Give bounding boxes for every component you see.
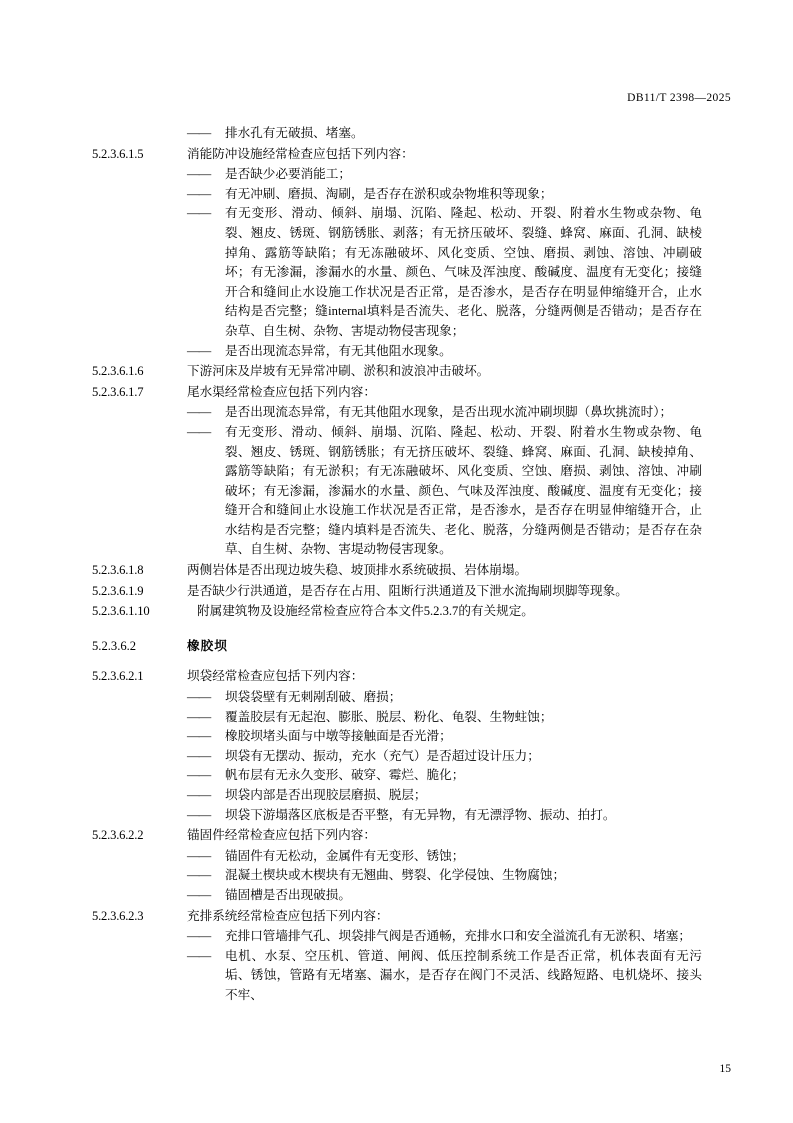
clause: 5.2.3.6.2.3 充排系统经常检查应包括下列内容： [92, 908, 389, 923]
page-number: 15 [719, 1063, 731, 1075]
list-item: —— 有无变形、滑动、倾斜、崩塌、沉陷、隆起、松动、开裂、附着水生物或杂物、龟裂、翘皮、锈斑、钢筋锈胀；有无挤压破坏、裂缝、蜂窝、麻面、孔洞、缺棱掉角、露筋等缺陷；有无淤积；有无冻融破坏、风化变质、空蚀、磨损、剥蚀、溶蚀、冲刷破坏；有无渗漏，渗漏水的水量、颜色、气味及浑浊度、酸碱度、温度有无变化；接缝开合和缝间止水设施工作状况是否正常，是否渗水，是否存在明显伸缩缝开合，止水结构是否完整；缝内填料是否流失、老化、脱落，分缝两侧是否错动；是否存在杂草、自生树、杂物、害堤动物侵害现象。 [187, 424, 702, 557]
section-heading: 5.2.3.6.2 橡胶坝 [92, 638, 228, 653]
clause: 5.2.3.6.1.7 尾水渠经常检查应包括下列内容： [92, 384, 376, 399]
dash-marker: —— [187, 690, 211, 705]
list-item: —— 是否出现流态异常，有无其他阻水现象。 [187, 342, 702, 362]
dash-marker: —— [187, 206, 211, 221]
dash-marker: —— [187, 709, 211, 724]
dash-marker: —— [187, 167, 211, 182]
clause: 5.2.3.6.1.9 是否缺少行洪通道，是否存在占用、阻断行洪通道及下泄水流掏刷坝脚等现象。 [92, 583, 628, 598]
dash-marker: —— [187, 848, 211, 863]
list-item: —— 有无变形、滑动、倾斜、崩塌、沉陷、隆起、松动、开裂、附着水生物或杂物、龟裂、翘皮、锈斑、钢筋锈胀、剥落；有无挤压破坏、裂缝、蜂窝、麻面、孔洞、缺棱掉角、露筋等缺陷；有无冻融破坏、风化变质、空蚀、磨损、剥蚀、溶蚀、冲刷破坏；有无渗漏，渗漏水的水量、颜色、气味及浑浊度、酸碱度、温度有无变化；接缝开合和缝间止水设施工作状况是否正常，是否渗水，是否存在明显伸缩缝开合，止水结构是否完整；缝internal填料是否流失、老化、脱落，分缝两侧是否错动；是否存在杂草、自生树、杂物、害堤动物侵害现象； [187, 206, 702, 338]
list-item: —— 坝袋袋壁有无刺剐刮破、磨损； [187, 688, 702, 708]
list-item: —— 橡胶坝堵头面与中墩等接触面是否光滑； [187, 727, 702, 747]
list-item: —— 坝袋内部是否出现胶层磨损、脱层； [187, 786, 702, 806]
list-item: —— 是否出现流态异常，有无其他阻水现象，是否出现水流冲刷坝脚（鼻坎挑流时）； [187, 403, 702, 423]
clause: 5.2.3.6.1.6 下游河床及岸坡有无异常冲刷、淤积和波浪冲击破坏。 [92, 364, 490, 379]
clause: 5.2.3.6.1.8 两侧岩体是否出现边坡失稳、坡顶排水系统破损、岩体崩塌。 [92, 563, 528, 578]
dash-marker: —— [187, 868, 211, 883]
dash-marker: —— [187, 788, 211, 802]
list-item: —— 坝袋有无摆动、振动，充水（充气）是否超过设计压力； [187, 747, 702, 767]
dash-marker: —— [187, 748, 211, 763]
dash-marker: —— [187, 807, 211, 822]
list-item: —— 锚固件有无松动，金属件有无变形、锈蚀； [187, 847, 702, 867]
list-item: —— 锚固槽是否出现破损。 [187, 886, 702, 906]
dash-marker: —— [187, 887, 211, 902]
list-item: —— 电机、水泵、空压机、管道、闸阀、低压控制系统工作是否正常，机体表面有无污垢、锈蚀，管路有无堵塞、漏水，是否存在阀门不灵活、线路短路、电机烧坏、接头不牢、 [187, 948, 702, 1002]
dash-marker: —— [187, 424, 211, 439]
list-item: —— 是否缺少必要消能工； [187, 165, 702, 185]
dash-marker: —— [187, 126, 211, 140]
page-header: DB11/T 2398—2025 [627, 92, 731, 104]
document-body [92, 124, 702, 1006]
list-item: —— 充排口管墙排气孔、坝袋排气阀是否通畅，充排水口和安全溢流孔有无淤积、堵塞； [187, 927, 702, 947]
list-item: —— 排水孔有无破损、堵塞。 [187, 124, 702, 144]
dash-marker: —— [187, 948, 211, 963]
dash-marker: —— [187, 186, 211, 201]
list-item: —— 有无冲刷、磨损、淘刷，是否存在淤积或杂物堆积等现象； [187, 185, 702, 205]
dash-marker: —— [187, 343, 211, 358]
clause: 5.2.3.6.2.2 锚固件经常检查应包括下列内容： [92, 828, 376, 843]
clause: 5.2.3.6.1.10 附属建筑物及设施经常检查应符合本文件5.2.3.7的有关规定。 [92, 604, 534, 619]
dash-marker: —— [187, 405, 211, 420]
list-item: —— 帆布层有无永久变形、破穿、霉烂、脆化； [187, 766, 702, 786]
dash-marker: —— [187, 768, 211, 783]
dash-marker: —— [187, 929, 211, 944]
clause: 5.2.3.6.2.1 坝袋经常检查应包括下列内容： [92, 669, 364, 684]
list-item: —— 混凝土楔块或木楔块有无翘曲、劈裂、化学侵蚀、生物腐蚀； [187, 866, 702, 886]
list-item: —— 覆盖胶层有无起泡、膨胀、脱层、粉化、龟裂、生物蛀蚀； [187, 708, 702, 728]
list-item: —— 坝袋下游塌落区底板是否平整，有无异物，有无漂浮物、振动、拍打。 [187, 806, 702, 826]
clause: 5.2.3.6.1.5 消能防冲设施经常检查应包括下列内容： [92, 146, 414, 161]
dash-marker: —— [187, 729, 211, 744]
